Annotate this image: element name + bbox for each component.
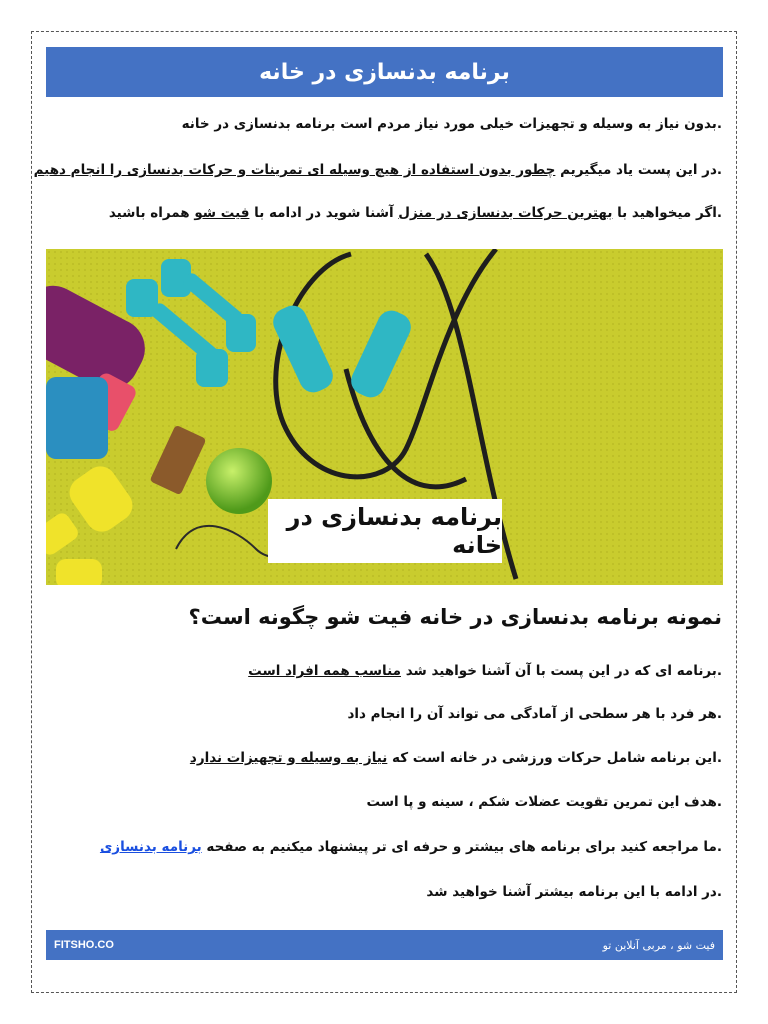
intro-paragraph-1: .بدون نیاز به وسیله و تجهیزات خیلی مورد نیاز مردم است برنامه بدنسازی در خانه xyxy=(181,116,722,132)
section-paragraph-2: .هر فرد با هر سطحی از آمادگی می تواند آن را انجام داد xyxy=(347,706,722,722)
underlined-brand-text: فیت شو xyxy=(194,205,250,221)
hero-caption: برنامه بدنسازی در خانه xyxy=(268,499,502,563)
footer-tagline: فیت شو ، مربی آنلاین تو xyxy=(602,938,715,952)
page-title-banner xyxy=(46,47,723,97)
underlined-text: چطور بدون استفاده از هیچ وسیله ای تمرینات و حرکات بدنسازی را انجام دهیم xyxy=(33,162,556,178)
intro-paragraph-3: .اگر میخواهید با بهترین حرکات بدنسازی در منزل آشنا شوید در ادامه با فیت شو همراه باشید xyxy=(108,205,722,221)
section-paragraph-3: .این برنامه شامل حرکات ورزشی در خانه است که نیاز به وسیله و تجهیزات ندارد xyxy=(189,750,722,766)
footer-brand[interactable]: FITSHO.CO xyxy=(54,939,114,951)
section-paragraph-1: .برنامه ای که در این پست با آن آشنا خواهید شد مناسب همه افراد است xyxy=(248,663,722,679)
document-page xyxy=(31,31,737,993)
page-title: برنامه بدنسازی در خانه xyxy=(259,59,510,85)
section-paragraph-4: .هدف این تمرین تقویت عضلات شکم ، سینه و پا است xyxy=(366,794,722,810)
intro-paragraph-2: .در این پست یاد میگیریم چطور بدون استفاده از هیچ وسیله ای تمرینات و حرکات بدنسازی را انجام دهیم xyxy=(33,162,722,178)
hero-image xyxy=(46,249,723,585)
apple-icon xyxy=(206,448,272,514)
section-paragraph-5: .ما مراجعه کنید برای برنامه های بیشتر و حرفه ای تر پیشنهاد میکنیم به صفحه برنامه بدنسازی xyxy=(99,839,722,855)
underlined-text: بهترین حرکات بدنسازی در منزل xyxy=(398,205,613,221)
container-icon xyxy=(46,377,108,459)
page-footer xyxy=(46,930,723,960)
underlined-text: نیاز به وسیله و تجهیزات ندارد xyxy=(189,750,388,766)
bodybuilding-program-link[interactable]: برنامه بدنسازی xyxy=(99,839,202,855)
section-heading: نمونه برنامه بدنسازی در خانه فیت شو چگونه است؟ xyxy=(188,605,722,629)
section-paragraph-6: .در ادامه با این برنامه بیشتر آشنا خواهید شد xyxy=(426,884,722,900)
underlined-text: مناسب همه افراد است xyxy=(248,663,401,679)
